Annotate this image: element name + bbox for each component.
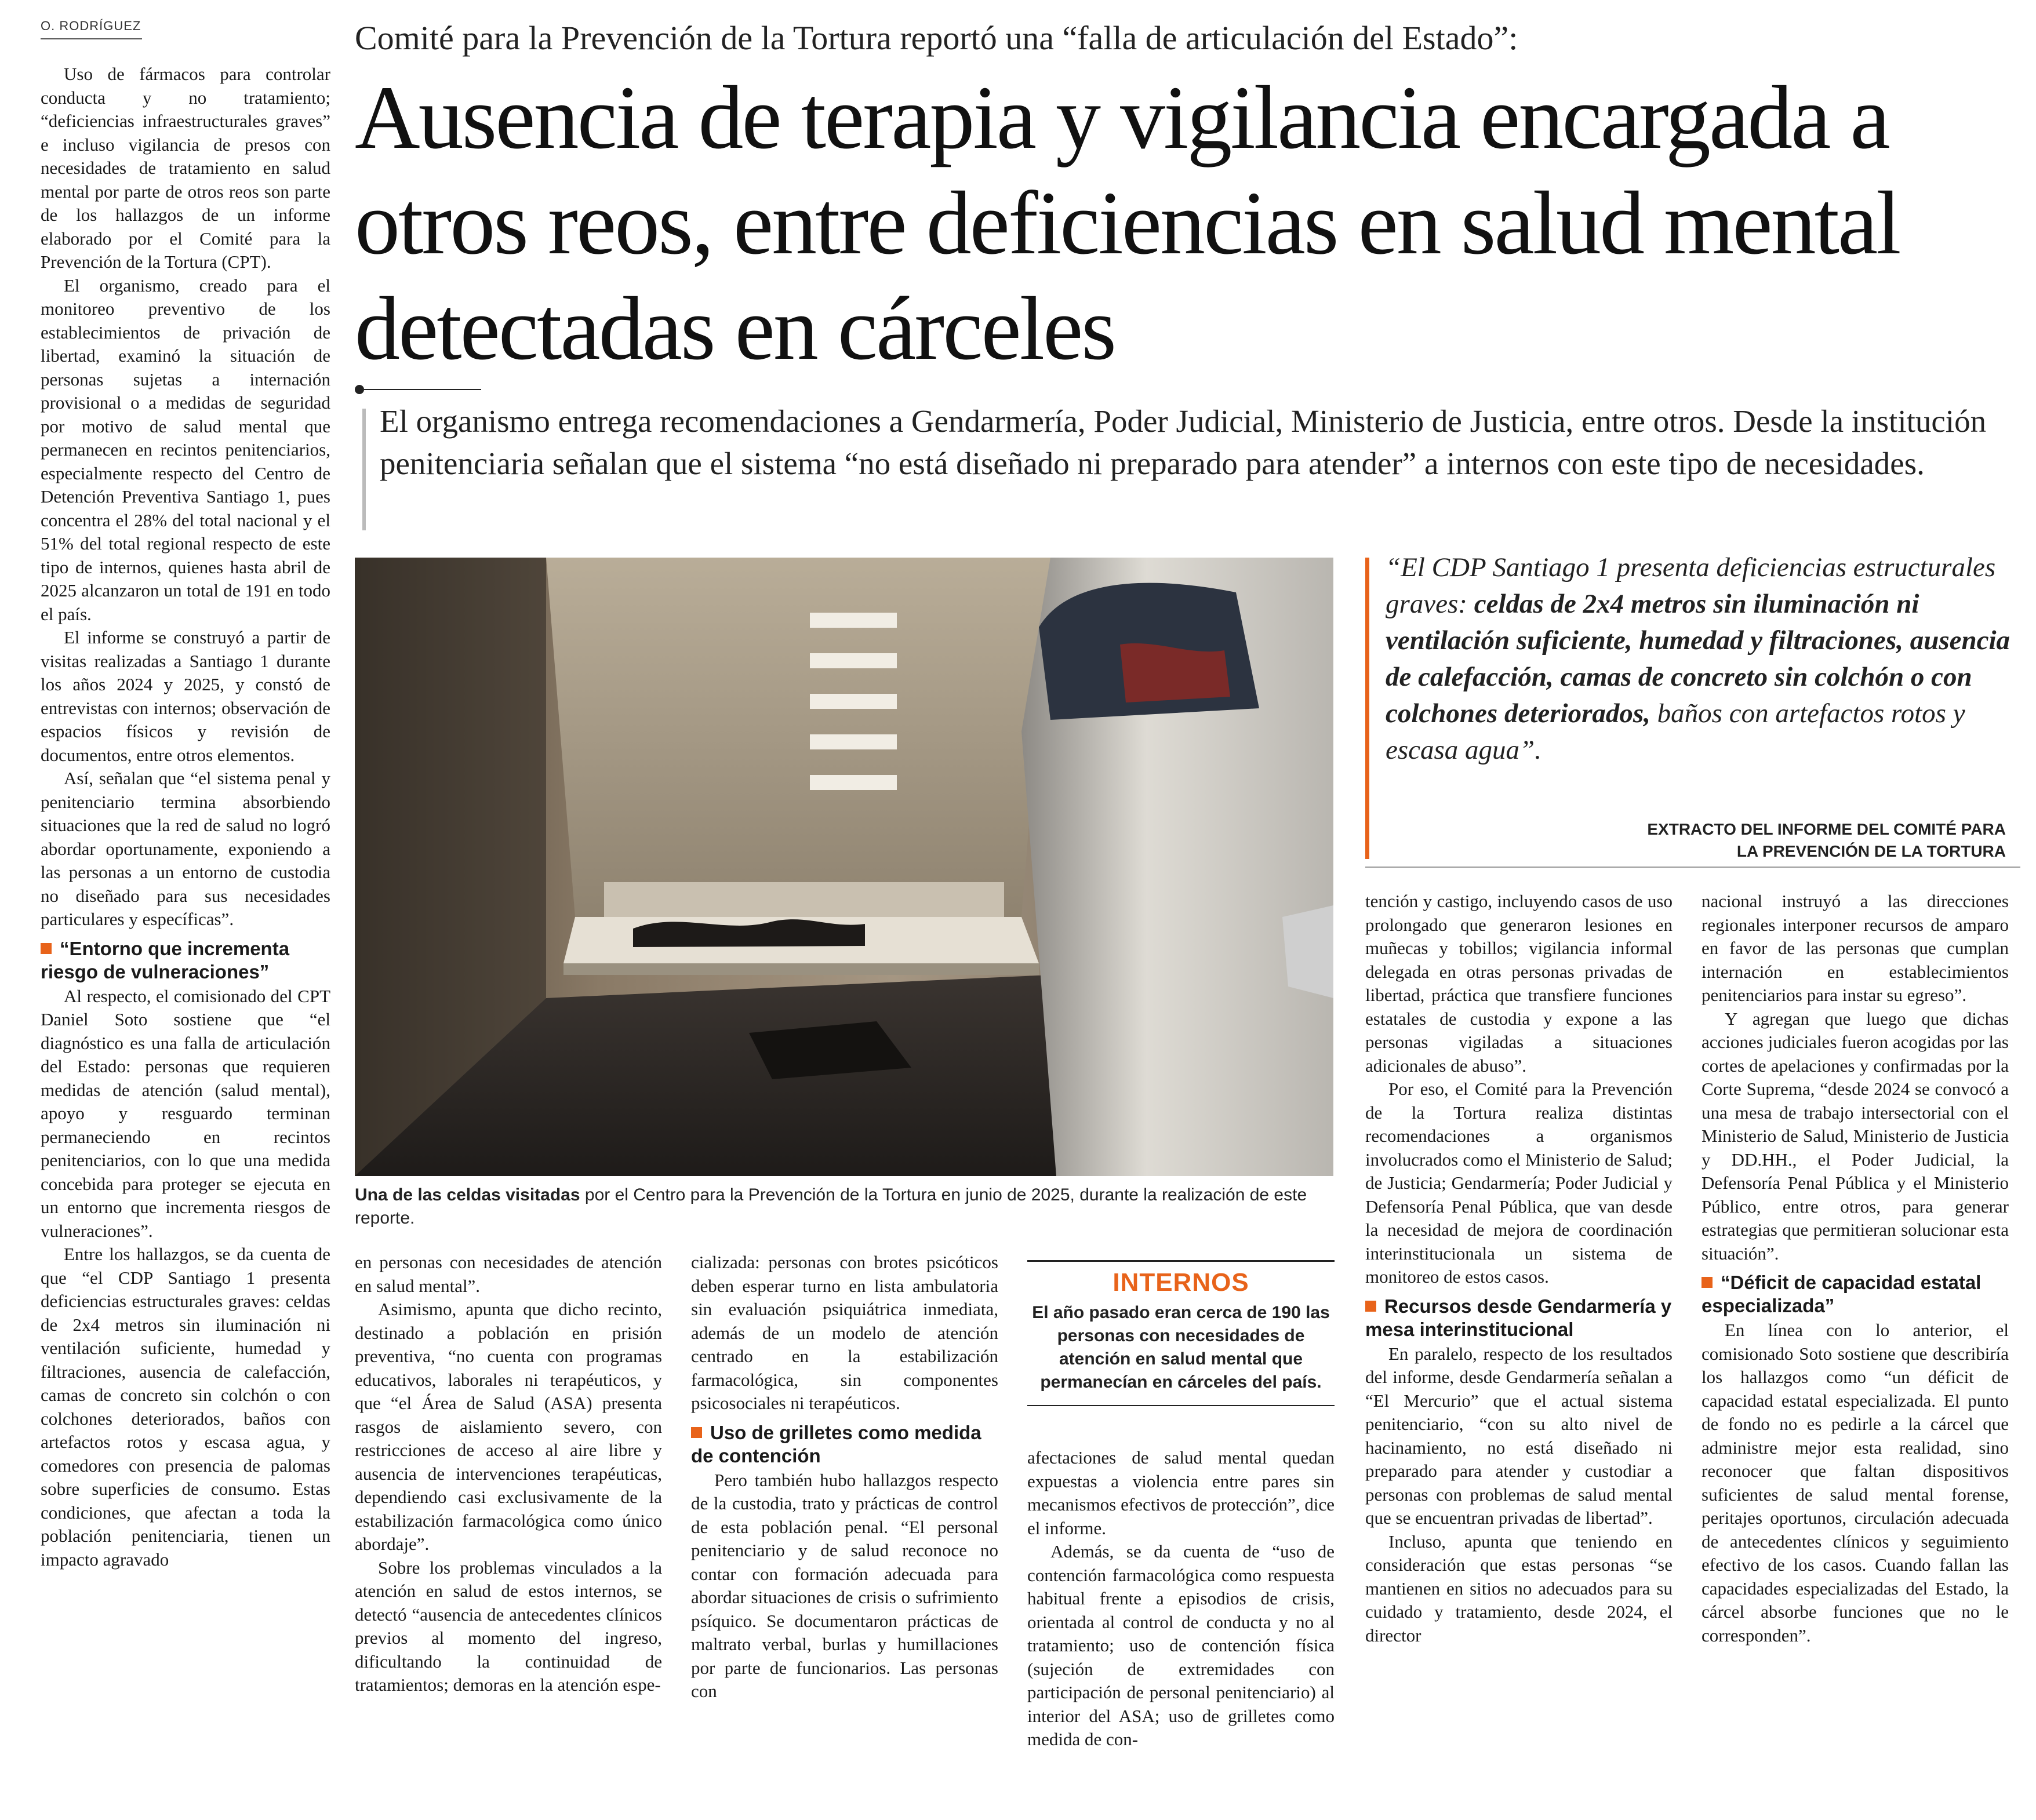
- byline-divider: [41, 38, 142, 39]
- orange-square-icon: [691, 1427, 702, 1438]
- article-column-3: [691, 1251, 998, 1703]
- headline: Ausencia de terapia y vigilancia encargada a otros reos, entre deficiencias en salud mental detectadas en cárceles: [355, 67, 1900, 378]
- paragraph: Uso de fármacos para controlar conducta y no tratamiento; “deficiencias infraestructurales graves” e incluso vigilancia de presos con necesidades de tratamiento en salud mental por parte de otros reos son parte de los hallazgos de un informe elaborado por el Comité para la Prevención de la Tortura (CPT).: [41, 64, 330, 272]
- paragraph: cializada: personas con brotes psicóticos deben esperar turno en lista ambulatoria sin evaluación psiquiátrica inmediata, además de un modelo de atención centrado en la estabilización farmacológica, sin componentes psicosociales ni terapéuticos.: [691, 1252, 998, 1413]
- pull-quote-source: [1386, 818, 2006, 862]
- article-column-6: [1701, 890, 2009, 1647]
- separator-dot: [355, 385, 364, 394]
- subheading-text: Recursos desde Gendarmería y mesa interinstitucional: [1365, 1295, 1672, 1340]
- paragraph: Asimismo, apunta que dicho recinto, destinado a población en prisión preventiva, “no cuenta con programas educativos, laborales ni terapéuticos, y que “el Área de Salud (ASA) presenta rasgos de aislamiento severo, con restricciones de acceso al aire libre y ausencia de intervenciones terapéuticas, dependiendo casi exclusivamente de la estabilización farmacológica como único abordaje”.: [355, 1299, 662, 1554]
- orange-square-icon: [41, 943, 52, 954]
- paragraph: Y agregan que luego que dichas acciones judiciales fueron acogidas por las cortes de apelaciones y confirmadas por la Corte Suprema, “desde 2024 se convocó a una mesa de trabajo intersectorial con el Ministerio de Salud, Ministerio de Justicia y DD.HH., el Poder Judicial, la Defensoría Penal Pública y el Ministerio Público, entre otros, para generar estrategias que permitieran solucionar esta situación”.: [1701, 1008, 2009, 1264]
- subheading-text: “Entorno que incrementa riesgo de vulneraciones”: [41, 937, 290, 982]
- paragraph: El informe se construyó a partir de visitas realizadas a Santiago 1 durante los años 2024 y 2025, y constó de entrevistas con internos; observación de espacios físicos y revisión de documentos, entre otros elementos.: [41, 627, 330, 765]
- cell-photo: [355, 558, 1333, 1176]
- article-column-1: [41, 63, 330, 1571]
- factbox-top-rule: [1027, 1260, 1335, 1262]
- quote-accent-bar: [1365, 558, 1369, 859]
- paragraph: En línea con lo anterior, el comisionado Soto sostiene que describiría los hallazgos como “un déficit de capacidad estatal especializada. El punto de fondo no es pedirle a la cárcel que administre mejor esta realidad, sino reconocer que faltan dispositivos suficientes de salud mental forense, peritajes oportunos, circulación adecuada de antecedentes clínicos y seguimiento efectivo de los casos. Cuando fallan las capacidades especializadas del Estado, la cárcel absorbe funciones que no le corresponden”.: [1701, 1320, 2009, 1646]
- deck: El organismo entrega recomendaciones a Gendarmería, Poder Judicial, Ministerio de Justicia, entre otros. Desde la institución penitenciaria señalan que el sistema “no está diseñado ni preparado para atender” a internos con este tipo de necesidades.: [380, 403, 1987, 481]
- factbox-bottom-rule: [1027, 1405, 1335, 1406]
- pull-quote-source-line1: EXTRACTO DEL INFORME DEL COMITÉ PARA: [1647, 820, 2006, 838]
- photo-caption-text: por el Centro para la Prevención de la Tortura en junio de 2025, durante la realización de este reporte.: [355, 1185, 1307, 1228]
- pull-quote-divider: [1365, 867, 2020, 868]
- photo-caption-bold: Una de las celdas visitadas: [355, 1185, 580, 1204]
- article-column-4: [1027, 1446, 1335, 1752]
- pull-quote-tail: baños con artefactos rotos y escasa agua”.: [1386, 698, 1965, 765]
- paragraph: Pero también hubo hallazgos respecto de la custodia, trato y prácticas de control de esta población penal. “El personal penitenciario y de salud reconoce no contar con formación adecuada para abordar situaciones de crisis o sufrimiento psíquico. Se documentaron prácticas de maltrato verbal, burlas y humillaciones por parte de funcionarios. Las personas con: [691, 1469, 998, 1701]
- kicker: Comité para la Prevención de la Tortura reportó una “falla de articulación del Estado”:: [355, 19, 1518, 57]
- paragraph: Incluso, apunta que teniendo en consideración que estas personas “se mantienen en sitios no adecuados para su cuidado y tratamiento, desde 2024, el director: [1365, 1531, 1673, 1646]
- paragraph: En paralelo, respecto de los resultados del informe, desde Gendarmería señalan a “El Mercurio” que el actual sistema penitenciario, “con su alto nivel de hacinamiento, no está diseñado ni preparado para atender y custodiar a personas con problemas de salud mental que se encuentran privadas de libertad”.: [1365, 1343, 1673, 1528]
- article-column-2: [355, 1251, 662, 1697]
- paragraph: El organismo, creado para el monitoreo preventivo de los establecimientos de privación de libertad, examinó la situación de personas sujetas a internación provisional o a medidas de seguridad por motivo de salud mental que permanecen en recintos penitenciarios, especialmente respecto del Centro de Detención Preventiva Santiago 1, pues concentra el 28% del total nacional y el 51% del total regional respecto de este tipo de internos, quienes hasta abril de 2025 alcanzaron un total de 191 en todo el país.: [41, 275, 330, 624]
- orange-square-icon: [1365, 1301, 1376, 1312]
- pull-quote: [1386, 549, 2017, 769]
- pull-quote-source-line2: LA PREVENCIÓN DE LA TORTURA: [1736, 842, 2006, 860]
- byline: O. RODRÍGUEZ: [41, 19, 141, 33]
- subheading: [1365, 1295, 1673, 1341]
- paragraph: en personas con necesidades de atención en salud mental”.: [355, 1252, 662, 1296]
- factbox-title: INTERNOS: [1112, 1268, 1249, 1297]
- paragraph: afectaciones de salud mental quedan expuestas a violencia entre pares sin mecanismos efectivos de protección”, dice el informe.: [1027, 1447, 1335, 1538]
- article-column-5: [1365, 890, 1673, 1647]
- photo-caption: [355, 1184, 1335, 1230]
- pull-quote-lead: “El CDP Santiago 1 presenta deficiencias estructurales graves:: [1386, 552, 1996, 619]
- subheading: [691, 1421, 998, 1468]
- deck-accent-bar: [362, 409, 366, 530]
- factbox-text: El año pasado eran cerca de 190 las personas con necesidades de atención en salud mental que permanecían en cárceles del país.: [1032, 1303, 1330, 1392]
- subheading: [41, 937, 330, 984]
- separator-line: [364, 389, 481, 390]
- paragraph: Al respecto, el comisionado del CPT Daniel Soto sostiene que “el diagnóstico es una falla de articulación del Estado: personas que requieren medidas de atención (salud mental), apoyo y resguardo terminan permaneciendo en recintos penitenciarios, con lo que una medida concebida para proteger se ejecuta en un entorno que incrementa riesgos de vulneraciones”.: [41, 985, 330, 1241]
- subheading-text: “Déficit de capacidad estatal especializada”: [1701, 1272, 1982, 1316]
- paragraph: Además, se da cuenta de “uso de contención farmacológica como respuesta habitual frente a episodios de crisis, orientada al control de conducta y no al tratamiento; uso de contención física (sujeción de extremidades con participación de personal penitenciario) al interior del ASA; uso de grilletes como medida de con-: [1027, 1541, 1335, 1749]
- pull-quote-bold: celdas de 2x4 metros sin iluminación ni ventilación suficiente, humedad y filtraciones, ausencia de calefacción, camas de concreto sin colchón o con colchones deteriorados,: [1386, 589, 2010, 729]
- paragraph: tención y castigo, incluyendo casos de uso prolongado que generaron lesiones en muñecas y tobillos; vigilancia informal delegada en otras personas privadas de libertad, práctica que transfiere funciones estatales de custodia y expone a las personas vigiladas a situaciones adicionales de abuso”.: [1365, 891, 1673, 1076]
- paragraph: Sobre los problemas vinculados a la atención en salud de estos internos, se detectó “ausencia de antecedentes clínicos previos al momento del ingreso, dificultando la continuidad de tratamientos; demoras en la atención espe-: [355, 1557, 662, 1695]
- cell-photo-illustration: [355, 558, 1333, 1176]
- paragraph: Por eso, el Comité para la Prevención de la Tortura realiza distintas recomendaciones a organismos involucrados como el Ministerio de Salud; de Justicia; Gendarmería; Poder Judicial y Defensoría Penal Pública, que van desde la necesidad de mejora de coordinación interinstitucionala un sistema de monitoreo de estos casos.: [1365, 1079, 1673, 1287]
- subheading-text: Uso de grilletes como medida de contención: [691, 1421, 981, 1466]
- subheading: [1701, 1271, 2009, 1317]
- paragraph: Entre los hallazgos, se da cuenta de que “el CDP Santiago 1 presenta deficiencias estructurales graves: celdas de 2x4 metros sin iluminación ni ventilación suficiente, humedad y filtraciones, ausencia de calefacción, camas de concreto sin colchón o con colchones deteriorados, baños con artefactos rotos y escasa agua, y comedores con presencia de palomas sobre superficies de consumo. Estas condiciones, que afectan a toda la población penitenciaria, tienen un impacto agravado: [41, 1244, 330, 1570]
- paragraph: Así, señalan que “el sistema penal y penitenciario termina absorbiendo situaciones que la red de salud no logró abordar oportunamente, exponiendo a las personas a un entorno de custodia no diseñado para sus necesidades particulares y específicas”.: [41, 768, 330, 929]
- paragraph: nacional instruyó a las direcciones regionales interponer recursos de amparo en favor de las personas que cumplan internación en establecimientos penitenciarios para instar su egreso”.: [1701, 891, 2009, 1005]
- orange-square-icon: [1701, 1277, 1713, 1288]
